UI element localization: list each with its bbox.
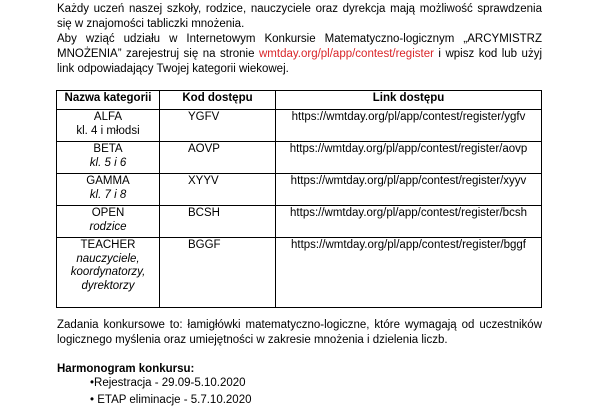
header-category: Nazwa kategorii bbox=[57, 91, 160, 110]
category-subtitle: kl. 7 i 8 bbox=[89, 188, 127, 201]
registration-paragraph bbox=[57, 32, 542, 77]
category-subtitle: kl. 4 i młodsi bbox=[76, 124, 140, 137]
table-row bbox=[57, 206, 542, 238]
registration-text: Aby wziąć udziału w Internetowym Konkursie Matematyczno-logicznym „ARCYMISTRZ MNOŻENIA” zarejestruj się na stronie bbox=[57, 33, 542, 60]
link-cell[interactable]: https://wmtday.org/pl/app/contest/register/aovp bbox=[276, 142, 542, 174]
header-link: Link dostępu bbox=[276, 91, 542, 110]
category-cell bbox=[57, 206, 160, 238]
table-row bbox=[57, 238, 542, 308]
category-subtitle: rodzice bbox=[89, 220, 127, 233]
register-link[interactable]: wmtday.org/pl/app/contest/register bbox=[259, 48, 434, 60]
registration-text-end: i wpisz kod lub użyj link odpowiadający Twojej kategorii wiekowej. bbox=[57, 48, 542, 75]
category-cell bbox=[57, 142, 160, 174]
link-cell[interactable]: https://wmtday.org/pl/app/contest/register/xyyv bbox=[276, 174, 542, 206]
category-cell bbox=[57, 174, 160, 206]
category-name: BETA bbox=[93, 143, 123, 155]
category-cell bbox=[57, 238, 160, 308]
category-cell bbox=[57, 110, 160, 142]
link-cell[interactable]: https://wmtday.org/pl/app/contest/register/bggf bbox=[276, 238, 542, 308]
access-code-table bbox=[56, 90, 542, 308]
code-cell: YGFV bbox=[160, 110, 276, 142]
category-subtitle: nauczyciele, koordynatorzy, dyrektorzy bbox=[70, 252, 146, 292]
code-cell: BGGF bbox=[160, 238, 276, 308]
code-cell: AOVP bbox=[160, 142, 276, 174]
code-cell: BCSH bbox=[160, 206, 276, 238]
schedule-item: •Rejestracja - 29.09-5.10.2020 bbox=[90, 377, 246, 389]
table-header-row bbox=[57, 91, 542, 110]
category-name: TEACHER bbox=[80, 239, 136, 251]
intro-paragraph: Każdy uczeń naszej szkoły, rodzice, nauczyciele oraz dyrekcja mają możliwość sprawdzenia się w znajomości tabliczki mnożenia. bbox=[57, 3, 542, 30]
category-name: ALFA bbox=[93, 111, 123, 123]
category-name: GAMMA bbox=[86, 175, 130, 187]
schedule-heading: Harmonogram konkursu: bbox=[57, 363, 195, 375]
table-row bbox=[57, 142, 542, 174]
category-name: OPEN bbox=[91, 207, 125, 219]
tasks-paragraph: Zadania konkursowe to: łamigłówki matematyczno-logiczne, które wymagają od uczestników logicznego myślenia oraz umiejętności w zakresie mnożenia i dzielenia liczb. bbox=[57, 319, 542, 346]
link-cell[interactable]: https://wmtday.org/pl/app/contest/register/ygfv bbox=[276, 110, 542, 142]
category-subtitle: kl. 5 i 6 bbox=[89, 156, 127, 169]
code-cell: XYYV bbox=[160, 174, 276, 206]
schedule-item: • ETAP eliminacje - 5.7.10.2020 bbox=[90, 394, 252, 406]
table-row bbox=[57, 174, 542, 206]
table-row bbox=[57, 110, 542, 142]
link-cell[interactable]: https://wmtday.org/pl/app/contest/register/bcsh bbox=[276, 206, 542, 238]
header-code: Kod dostępu bbox=[160, 91, 276, 110]
